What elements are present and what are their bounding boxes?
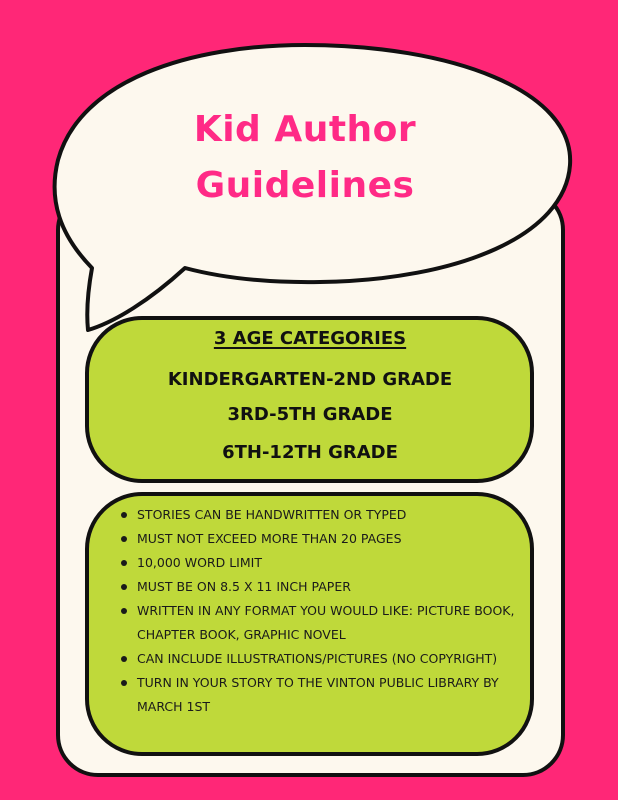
title-line-2: Guidelines bbox=[195, 165, 415, 206]
rule-item: MUST BE ON 8.5 X 11 INCH PAPER bbox=[115, 575, 515, 599]
rule-item: 10,000 WORD LIMIT bbox=[115, 551, 515, 575]
rule-item: WRITTEN IN ANY FORMAT YOU WOULD LIKE: PICTURE BOOK, CHAPTER BOOK, GRAPHIC NOVEL bbox=[115, 599, 515, 647]
rules-list bbox=[115, 503, 515, 719]
title-line-1: Kid Author bbox=[193, 109, 417, 150]
age-category-item: KINDERGARTEN-2ND GRADE bbox=[167, 369, 453, 390]
rule-item: TURN IN YOUR STORY TO THE VINTON PUBLIC LIBRARY BY MARCH 1ST bbox=[115, 671, 515, 719]
age-category-item: 3RD-5TH GRADE bbox=[227, 404, 393, 425]
age-category-item: 6TH-12TH GRADE bbox=[222, 442, 398, 463]
rule-item: CAN INCLUDE ILLUSTRATIONS/PICTURES (NO COPYRIGHT) bbox=[115, 647, 515, 671]
age-categories-heading: 3 AGE CATEGORIES bbox=[213, 328, 407, 349]
rule-item: STORIES CAN BE HANDWRITTEN OR TYPED bbox=[115, 503, 515, 527]
rule-item: MUST NOT EXCEED MORE THAN 20 PAGES bbox=[115, 527, 515, 551]
